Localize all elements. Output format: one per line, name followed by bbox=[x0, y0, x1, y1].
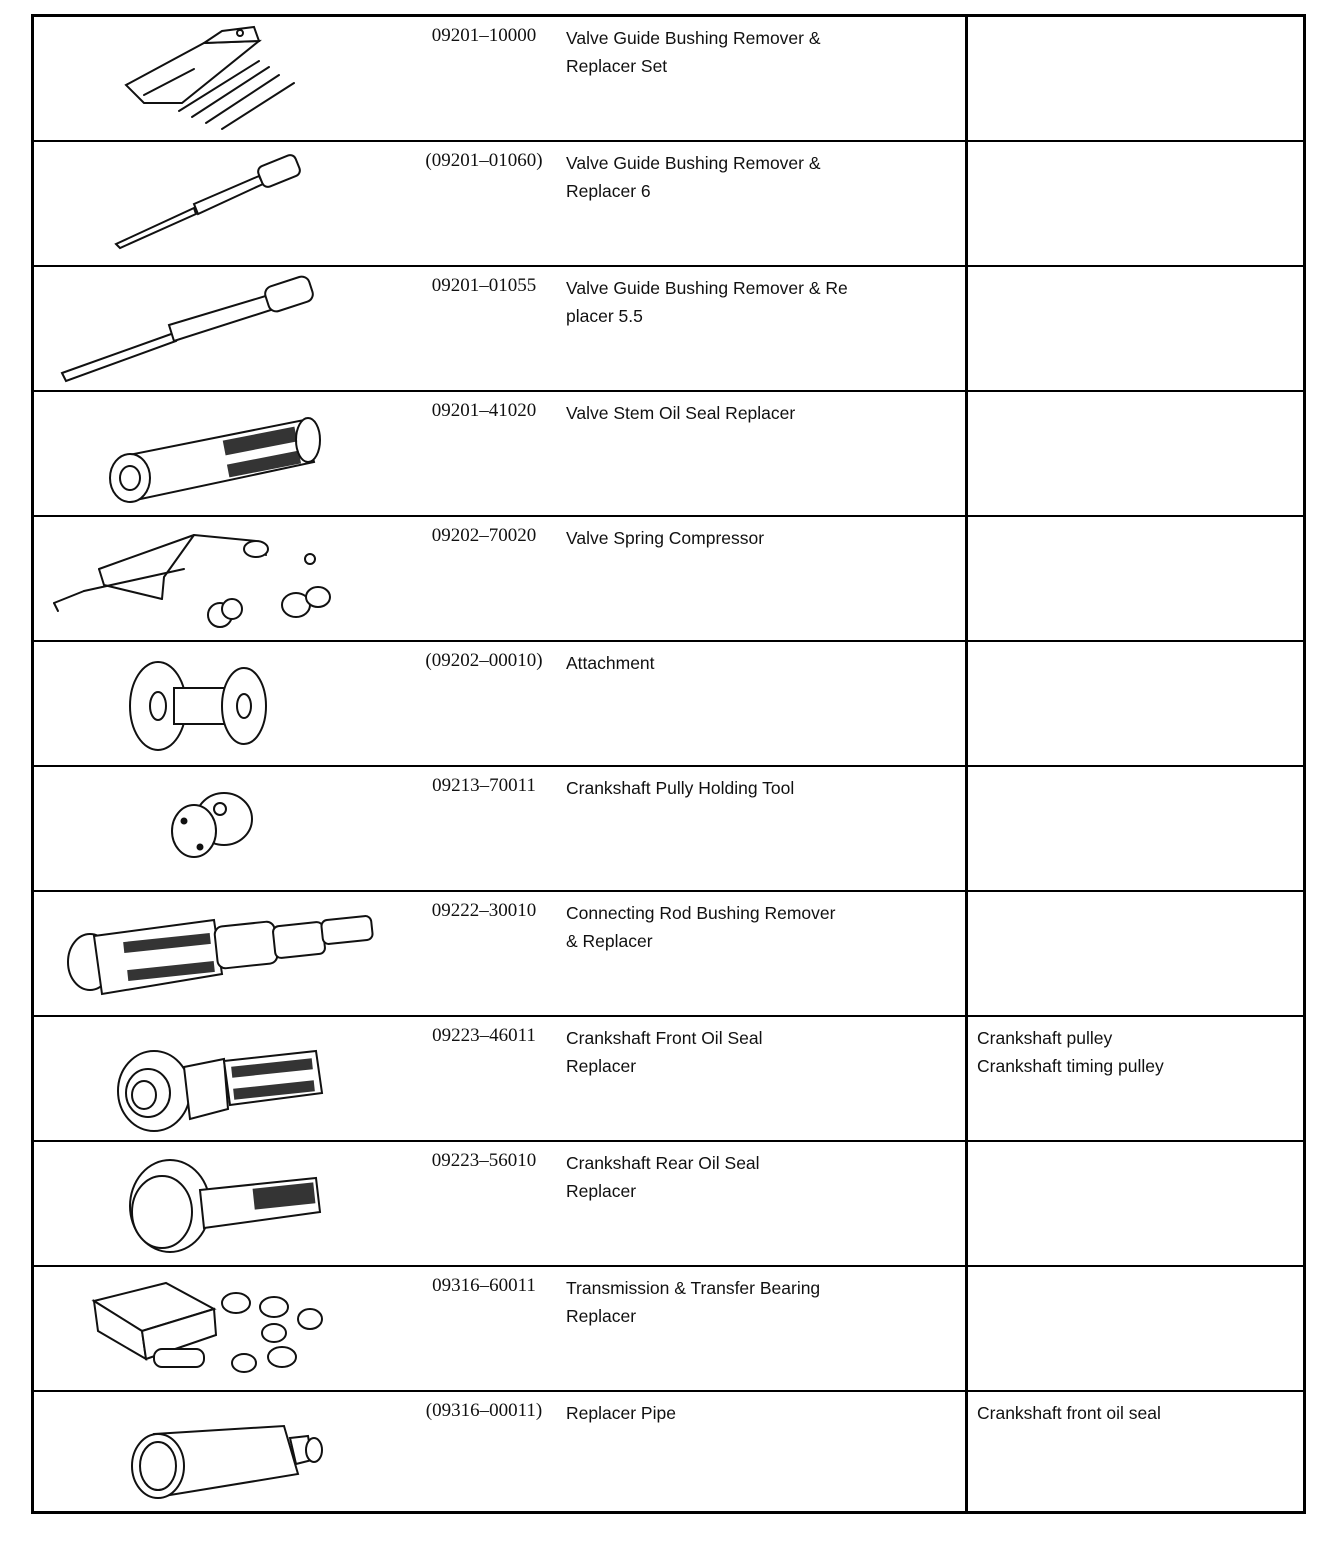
tool-description: Connecting Rod Bushing Remover & Replacer bbox=[566, 903, 836, 951]
table-row bbox=[34, 17, 1303, 142]
tool-description: Crankshaft Pully Holding Tool bbox=[566, 778, 795, 798]
application-note: Crankshaft front oil seal bbox=[977, 1403, 1161, 1423]
tool-description: Valve Spring Compressor bbox=[566, 528, 765, 548]
table-row bbox=[34, 392, 1303, 517]
table-row bbox=[34, 517, 1303, 642]
knurled-tube-icon bbox=[44, 398, 394, 510]
tool-description: Valve Guide Bushing Remover & Replacer Set bbox=[566, 28, 821, 76]
tool-description: Valve Guide Bushing Remover & Re placer 5.5 bbox=[566, 278, 848, 326]
cup-replacer-icon bbox=[44, 1148, 394, 1260]
tool-description: Valve Stem Oil Seal Replacer bbox=[566, 403, 796, 423]
part-number: 09222–30010 bbox=[431, 900, 537, 921]
long-drift-icon bbox=[44, 148, 394, 260]
part-number: 09223–56010 bbox=[431, 1150, 537, 1171]
table-row bbox=[34, 1142, 1303, 1267]
table-row bbox=[34, 642, 1303, 767]
part-number: (09201–01060) bbox=[425, 150, 543, 171]
part-number: 09201–01055 bbox=[431, 275, 537, 296]
table-row bbox=[34, 267, 1303, 392]
tool-description: Crankshaft Rear Oil Seal Replacer bbox=[566, 1153, 760, 1201]
part-number: (09316–00011) bbox=[425, 1400, 543, 1421]
bearing-kit-icon bbox=[44, 1273, 394, 1385]
part-number: (09202–00010) bbox=[425, 650, 543, 671]
tool-description: Transmission & Transfer Bearing Replacer bbox=[566, 1278, 821, 1326]
table-row bbox=[34, 142, 1303, 267]
attachment-icon bbox=[44, 648, 394, 760]
part-number: 09316–60011 bbox=[432, 1275, 536, 1296]
replacer-pipe-icon bbox=[44, 1398, 394, 1510]
part-number: 09223–46011 bbox=[432, 1025, 536, 1046]
seal-replacer-icon bbox=[44, 1023, 394, 1135]
tool-description: Attachment bbox=[566, 653, 655, 673]
long-drift-icon bbox=[44, 273, 394, 385]
stepped-shaft-icon bbox=[44, 898, 394, 1010]
tool-description: Crankshaft Front Oil Seal Replacer bbox=[566, 1028, 763, 1076]
table-row bbox=[34, 1267, 1303, 1392]
holding-tool-icon bbox=[44, 773, 394, 885]
part-number: 09201–41020 bbox=[431, 400, 537, 421]
table-row bbox=[34, 1392, 1303, 1511]
part-number: 09202–70020 bbox=[431, 525, 537, 546]
part-number: 09201–10000 bbox=[431, 25, 537, 46]
tool-description: Valve Guide Bushing Remover & Replacer 6 bbox=[566, 153, 821, 201]
application-note: Crankshaft pulley Crankshaft timing pulley bbox=[977, 1028, 1164, 1076]
special-service-tools-table bbox=[31, 14, 1306, 1514]
part-number: 09213–70011 bbox=[432, 775, 536, 796]
table-row bbox=[34, 1017, 1303, 1142]
bushing-set-icon bbox=[44, 23, 394, 135]
tool-description: Replacer Pipe bbox=[566, 1403, 676, 1423]
table-row bbox=[34, 767, 1303, 892]
spring-compressor-icon bbox=[44, 523, 394, 635]
table-row bbox=[34, 892, 1303, 1017]
